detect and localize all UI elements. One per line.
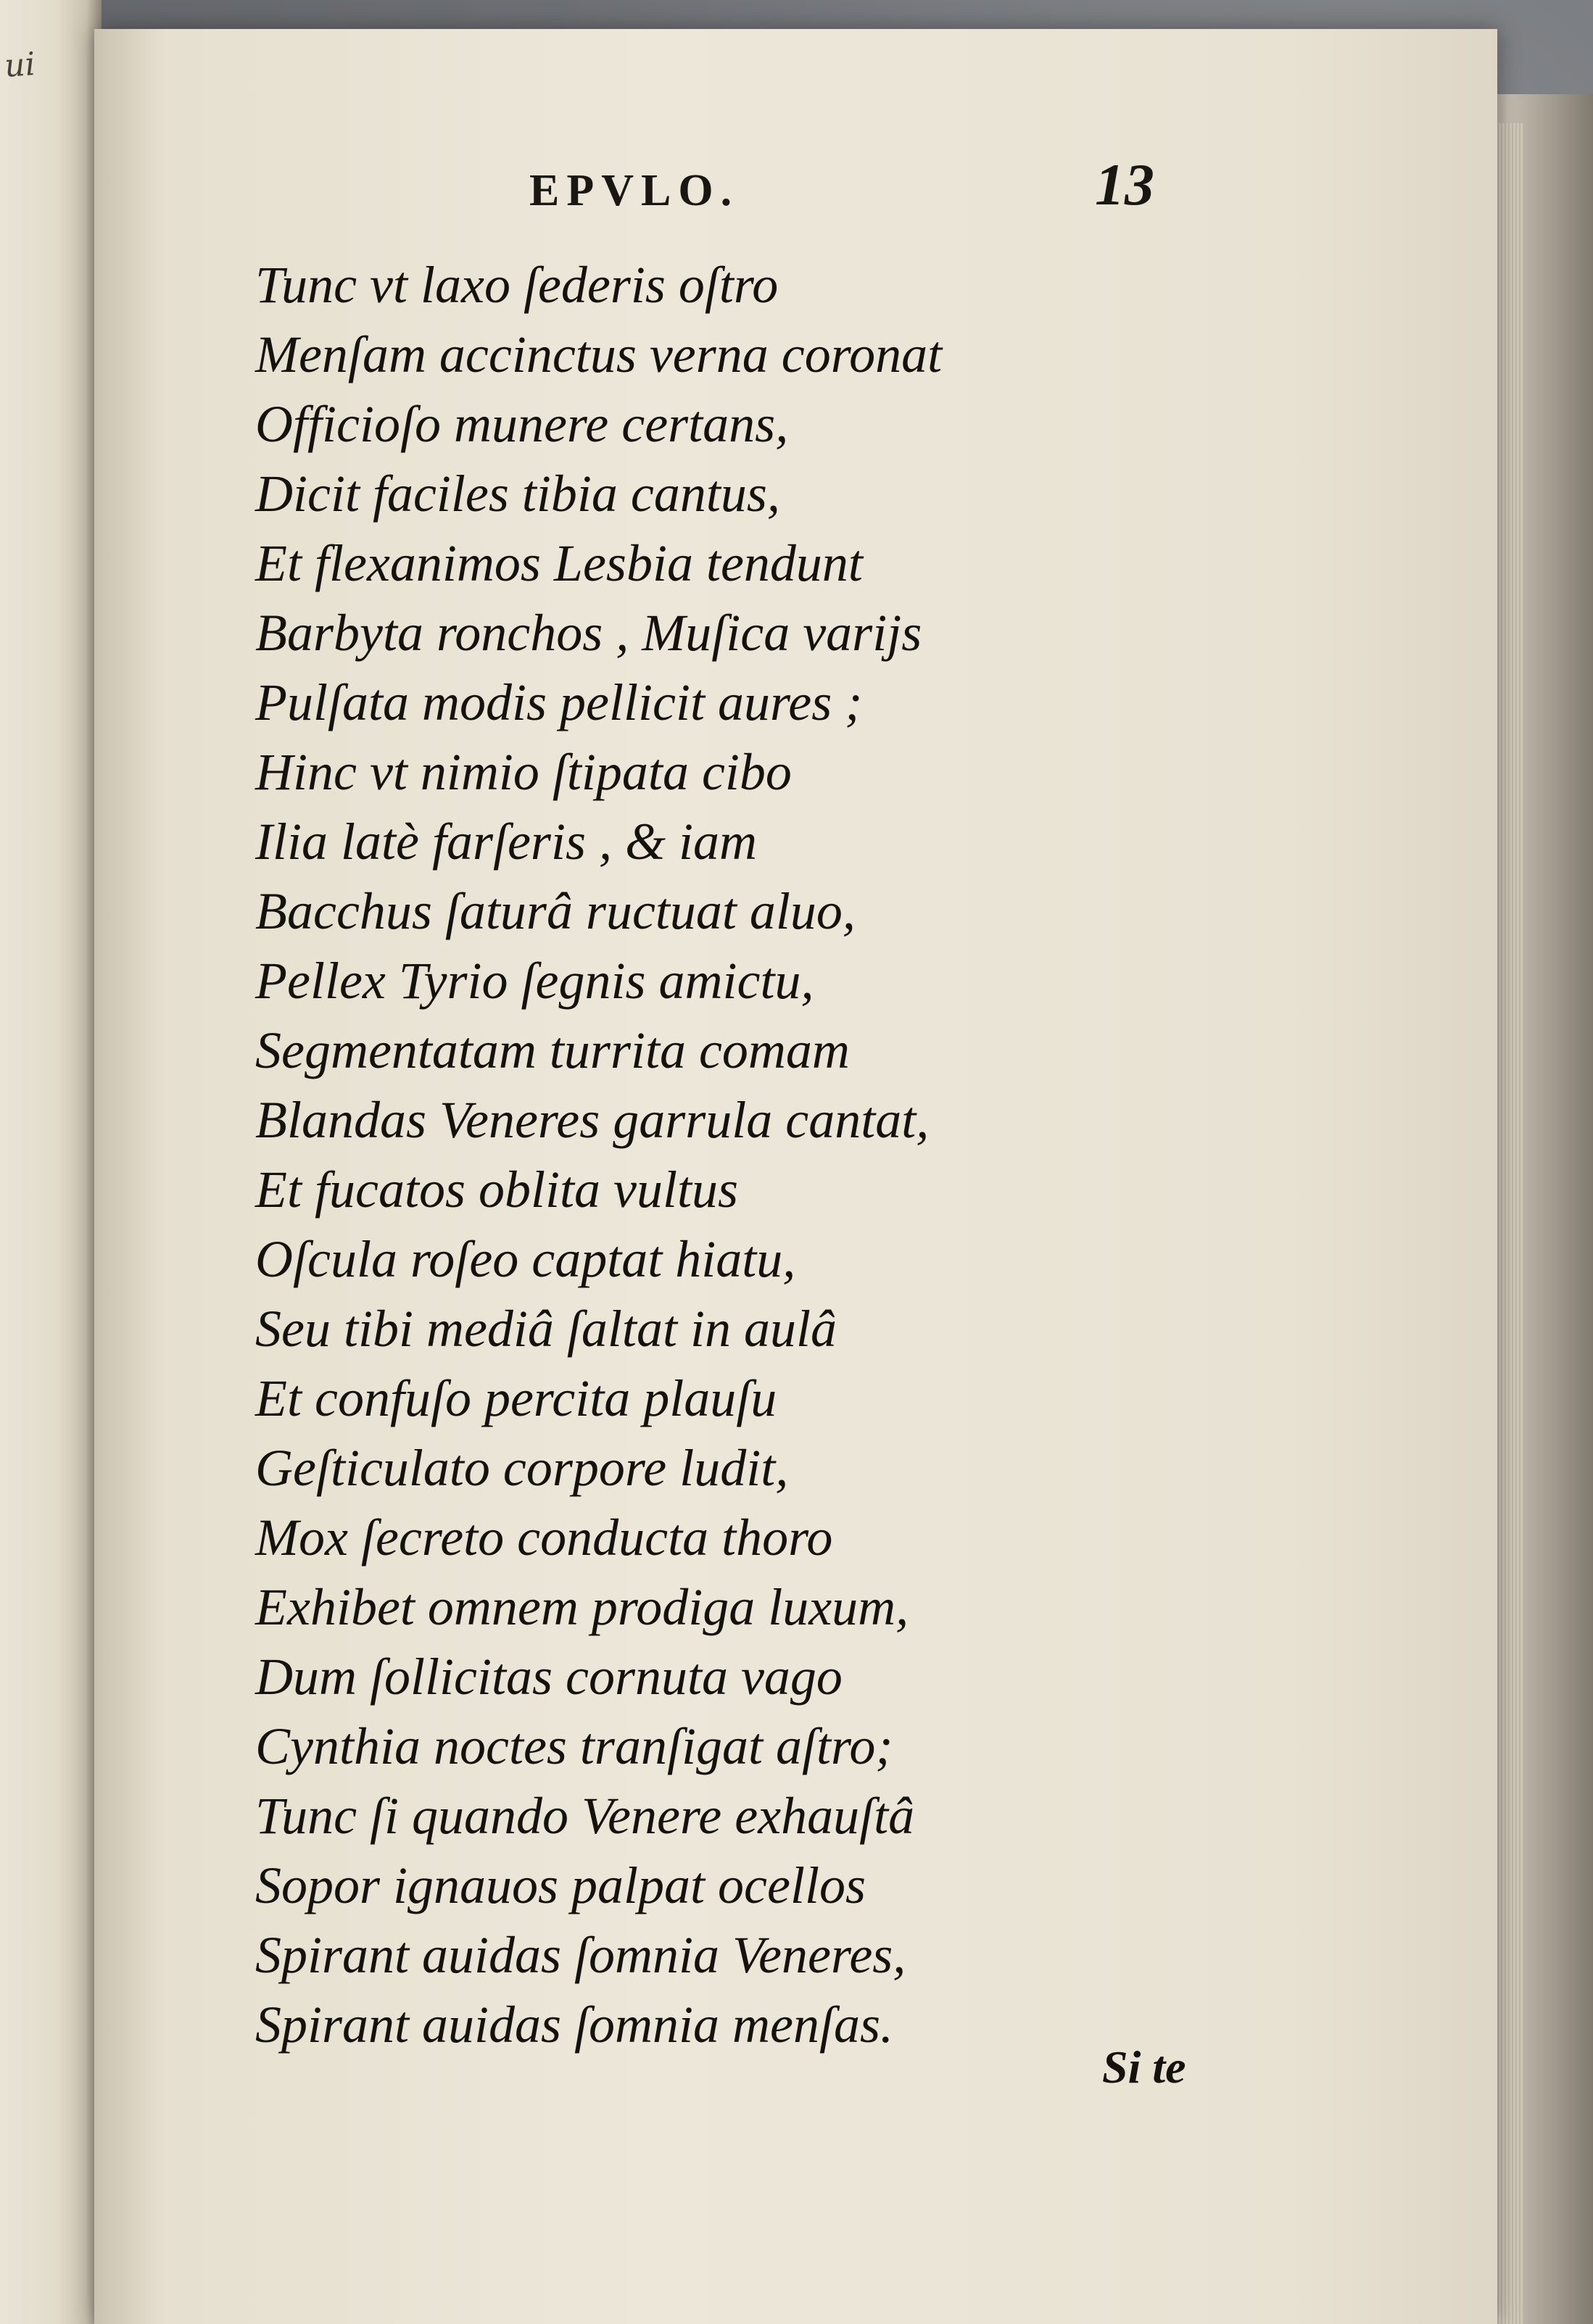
verse-line: Et confuſo percita plauſu: [255, 1369, 777, 1427]
poem-verses: [255, 250, 1285, 2059]
verse-line: Tunc ſi quando Venere exhauſtâ: [255, 1787, 915, 1845]
facing-page-text: ui: [3, 46, 37, 85]
verse-line: Sopor ignauos palpat ocellos: [255, 1856, 866, 1914]
verse-line: Et flexanimos Lesbia tendunt: [255, 534, 863, 592]
running-header: EPVLO.: [529, 166, 740, 215]
verse-line: Geſticulato corpore ludit,: [255, 1439, 789, 1497]
verse-line: Barbyta ronchos , Muſica variјs: [255, 604, 922, 662]
verse-line: Dicit faciles tibia cantus,: [255, 465, 780, 523]
verse-line: Bacchus ſaturâ ructuat aluo,: [255, 882, 856, 940]
verse-line: Oſcula roſeo captat hiatu,: [255, 1230, 796, 1288]
verse-line: Pellex Tyrio ſegnis amictu,: [255, 952, 814, 1010]
verse-line: Ilia latè farſeris , & iam: [255, 813, 757, 871]
verse-line: Exhibet omnem prodiga luxum,: [255, 1578, 909, 1636]
verse-line: Spirant auidas ſomnia menſas.: [255, 1996, 894, 2054]
catchword: Si te: [1102, 2041, 1186, 2093]
verse-line: Spirant auidas ſomnia Veneres,: [255, 1926, 906, 1984]
verse-line: Cynthia noctes tranſigat aſtro;: [255, 1717, 893, 1775]
verse-line: Seu tibi mediâ ſaltat in aulâ: [255, 1300, 837, 1358]
verse-line: Mox ſecreto conducta thoro: [255, 1508, 833, 1566]
verse-line: Officioſo munere certans,: [255, 395, 789, 453]
book-page: [94, 29, 1497, 2324]
verse-line: Hinc vt nimio ſtipata cibo: [255, 743, 792, 801]
facing-page: [0, 0, 102, 2324]
verse-line: Tunc vt laxo ſederis oſtro: [255, 256, 779, 314]
verse-line: Et fucatos oblita vultus: [255, 1161, 738, 1219]
verse-line: Pulſata modis pellicit aures ;: [255, 673, 863, 731]
verse-line: Menſam accinctus verna coronat: [255, 325, 943, 383]
verse-line: Dum ſollicitas cornuta vago: [255, 1648, 843, 1706]
page-number: 13: [1095, 152, 1154, 217]
verse-line: Segmentatam turrita comam: [255, 1021, 850, 1079]
verse-line: Blandas Veneres garrula cantat,: [255, 1091, 930, 1149]
